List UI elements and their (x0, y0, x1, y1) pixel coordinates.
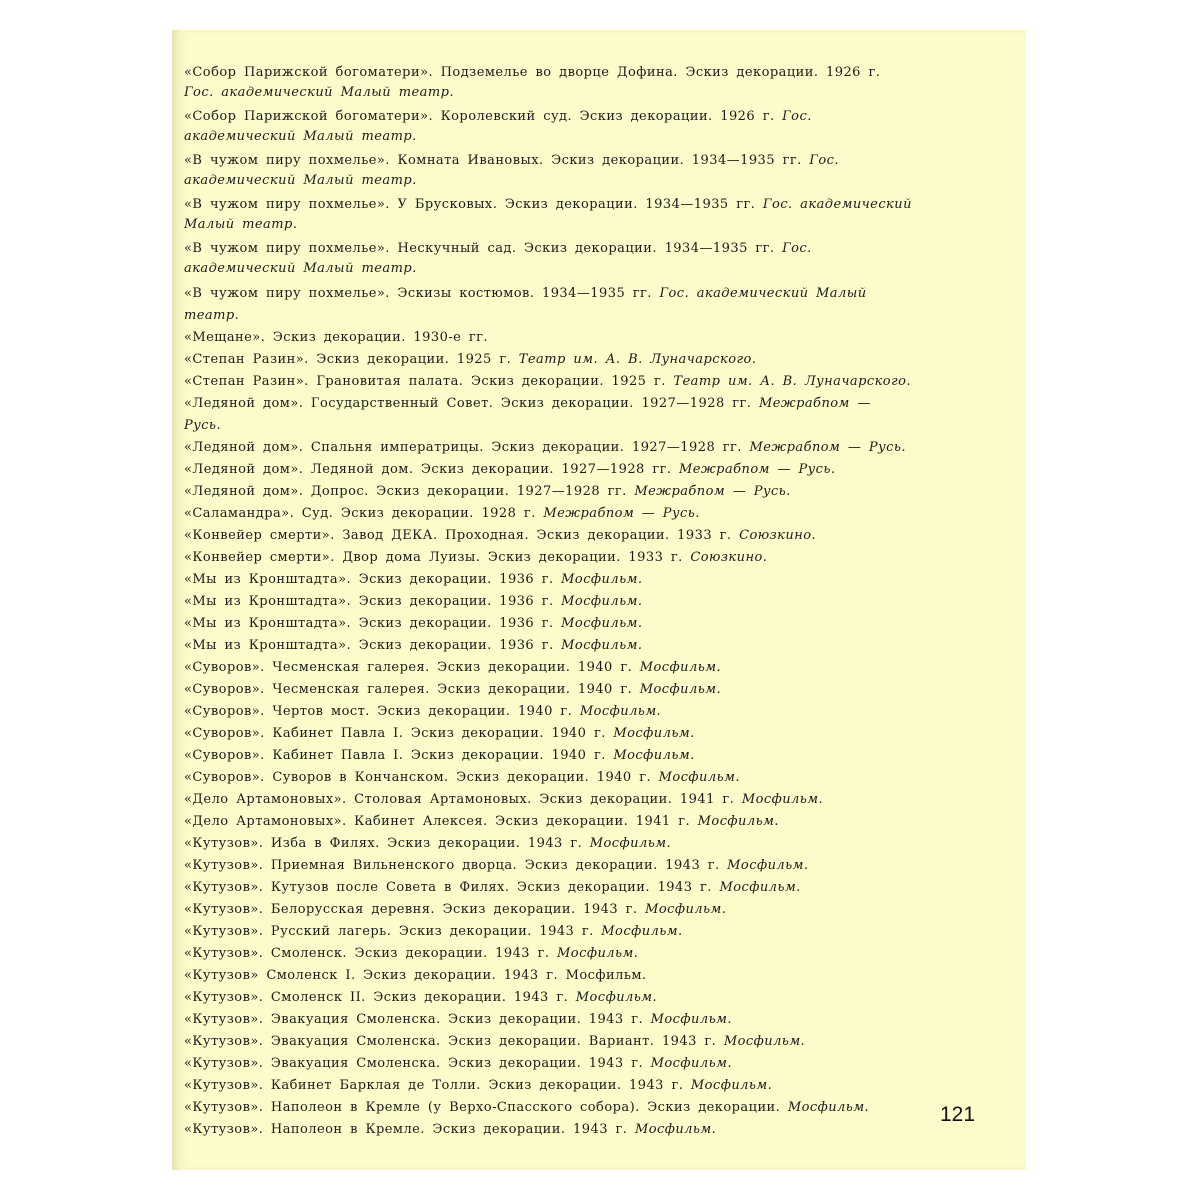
source-name: Межрабпом — Русь. (679, 462, 836, 477)
list-item: «Ледяной дом». Ледяной дом. Эскиз декорации. 1927—1928 гг. Межрабпом — Русь. (184, 462, 836, 477)
source-name: Союзкино. (739, 528, 817, 543)
source-name: Мосфильм. (589, 836, 672, 851)
list-item: «Мы из Кронштадта». Эскиз декорации. 1936 г. Мосфильм. (184, 572, 643, 587)
source-name: Гос. академический Малый театр. (184, 241, 812, 276)
source-name: Мосфильм. (561, 572, 643, 587)
list-item: «Кутузов». Смоленск II. Эскиз декорации. 1943 г. Мосфильм. (184, 990, 658, 1005)
list-item: «Саламандра». Суд. Эскиз декорации. 1928 г. Межрабпом — Русь. (184, 506, 700, 521)
list-item: «Степан Разин». Эскиз декорации. 1925 г. Театр им. А. В. Луначарского. (184, 352, 757, 367)
source-name: Мосфильм. (639, 682, 722, 697)
list-item: «Суворов». Кабинет Павла I. Эскиз декорации. 1940 г. Мосфильм. (184, 748, 695, 763)
list-item: «Мещане». Эскиз декорации. 1930-е гг. (184, 330, 488, 345)
list-item: «Суворов». Чесменская галерея. Эскиз декорации. 1940 г. Мосфильм. (184, 660, 722, 675)
list-item: «Кутузов». Эвакуация Смоленска. Эскиз декорации. 1943 г. Мосфильм. (184, 1056, 732, 1071)
list-item: «Мы из Кронштадта». Эскиз декорации. 1936 г. Мосфильм. (184, 638, 643, 653)
list-item: «Кутузов» Смоленск I. Эскиз декорации. 1943 г. Мосфильм. (184, 968, 647, 983)
source-name: Гос. академический Малый театр. (184, 85, 454, 100)
source-name: Гос. академический Малый театр. (184, 109, 812, 144)
list-item: «Суворов». Чесменская галерея. Эскиз декорации. 1940 г. Мосфильм. (184, 682, 722, 697)
source-name: Межрабпом — Русь. (543, 506, 700, 521)
list-item: «Мы из Кронштадта». Эскиз декорации. 1936 г. Мосфильм. (184, 616, 643, 631)
list-item: «Ледяной дом». Допрос. Эскиз декорации. 1927—1928 гг. Межрабпом — Русь. (184, 484, 791, 499)
list-item: «Кутузов». Белорусская деревня. Эскиз декорации. 1943 г. Мосфильм. (184, 902, 727, 917)
list-item: «Дело Артамоновых». Столовая Артамоновых. Эскиз декорации. 1941 г. Мосфильм. (184, 792, 824, 807)
list-item: «В чужом пиру похмелье». Нескучный сад. Эскиз декорации. 1934—1935 гг. Гос. академический Малый театр. (184, 241, 812, 276)
source-name: Театр им. А. В. Луначарского. (518, 352, 757, 367)
source-name: Мосфильм. (634, 1122, 717, 1137)
source-name: Мосфильм. (561, 594, 643, 609)
source-name: Мосфильм. (658, 770, 740, 785)
list-item: «Кутузов». Смоленск. Эскиз декорации. 1943 г. Мосфильм. (184, 946, 639, 961)
source-name: Мосфильм. (690, 1078, 773, 1093)
source-name: Гос. академический Малый театр. (184, 197, 912, 232)
list-item: «В чужом пиру похмелье». У Брусковых. Эскиз декорации. 1934—1935 гг. Гос. академический Малый театр. (184, 197, 912, 232)
source-name: Мосфильм. (650, 1056, 732, 1071)
list-item: «Кутузов». Приемная Вильненского дворца. Эскиз декорации. 1943 г. Мосфильм. (184, 858, 809, 873)
list-item: «Суворов». Чертов мост. Эскиз декорации. 1940 г. Мосфильм. (184, 704, 662, 719)
list-item: «Ледяной дом». Государственный Совет. Эскиз декорации. 1927—1928 гг. Межрабпом — Русь. (184, 396, 871, 433)
list-item: «Кутузов». Наполеон в Кремле (у Верхо-Спасского собора). Эскиз декорации. Мосфильм. (184, 1100, 870, 1115)
source-name: Мосфильм. (723, 1034, 806, 1049)
source-name: Мосфильм. (557, 946, 639, 961)
list-item: «Собор Парижской богоматери». Королевский суд. Эскиз декорации. 1926 г. Гос. академический Малый театр. (184, 109, 812, 144)
source-name: Мосфильм. (575, 990, 658, 1005)
source-name: Гос. академический Малый театр. (184, 286, 867, 323)
list-item: «Суворов». Суворов в Кончанском. Эскиз декорации. 1940 г. Мосфильм. (184, 770, 740, 785)
source-name: Мосфильм. (719, 880, 801, 895)
list-item: «В чужом пиру похмелье». Эскизы костюмов. 1934—1935 гг. Гос. академический Малый театр. (184, 286, 867, 323)
list-item: «Кутузов». Кабинет Барклая де Толли. Эскиз декорации. 1943 г. Мосфильм. (184, 1078, 773, 1093)
source-name: Мосфильм. (645, 902, 727, 917)
source-name: Мосфильм. (741, 792, 824, 807)
source-name: Межрабпом — Русь. (184, 396, 871, 433)
list-item: «Кутузов». Эвакуация Смоленска. Эскиз декорации. 1943 г. Мосфильм. (184, 1012, 732, 1027)
list-item: «В чужом пиру похмелье». Комната Ивановых. Эскиз декорации. 1934—1935 гг. Гос. академический Малый театр. (184, 153, 839, 188)
list-item: «Дело Артамоновых». Кабинет Алексея. Эскиз декорации. 1941 г. Мосфильм. (184, 814, 779, 829)
source-name: Мосфильм. (697, 814, 779, 829)
source-name: Мосфильм. (613, 726, 695, 741)
source-name: Мосфильм. (579, 704, 662, 719)
source-name: Межрабпом — Русь. (634, 484, 791, 499)
list-item: «Степан Разин». Грановитая палата. Эскиз декорации. 1925 г. Театр им. А. В. Луначарского. (184, 374, 911, 389)
source-name: Мосфильм. (561, 638, 643, 653)
source-name: Театр им. А. В. Луначарского. (673, 374, 911, 389)
source-name: Союзкино. (690, 550, 768, 565)
source-name: Межрабпом — Русь. (749, 440, 906, 455)
source-name: Гос. академический Малый театр. (184, 153, 839, 188)
source-name: Мосфильм. (787, 1100, 870, 1115)
source-name: Мосфильм. (613, 748, 695, 763)
list-item: «Кутузов». Изба в Филях. Эскиз декорации. 1943 г. Мосфильм. (184, 836, 672, 851)
list-item: «Мы из Кронштадта». Эскиз декорации. 1936 г. Мосфильм. (184, 594, 643, 609)
page-number: 121 (940, 1103, 976, 1126)
list-item: «Собор Парижской богоматери». Подземелье во дворце Дофина. Эскиз декорации. 1926 г. Гос. академический Малый театр. (184, 65, 881, 100)
list-item: «Конвейер смерти». Двор дома Луизы. Эскиз декорации. 1933 г. Союзкино. (184, 550, 768, 565)
source-name: Мосфильм. (639, 660, 722, 675)
source-name: Мосфильм. (727, 858, 809, 873)
list-item: «Конвейер смерти». Завод ДЕКА. Проходная. Эскиз декорации. 1933 г. Союзкино. (184, 528, 817, 543)
list-item: «Кутузов». Кутузов после Совета в Филях. Эскиз декорации. 1943 г. Мосфильм. (184, 880, 801, 895)
source-name: Мосфильм. (601, 924, 683, 939)
list-item: «Кутузов». Эвакуация Смоленска. Эскиз декорации. Вариант. 1943 г. Мосфильм. (184, 1034, 806, 1049)
list-item: «Кутузов». Русский лагерь. Эскиз декорации. 1943 г. Мосфильм. (184, 924, 683, 939)
source-name: Мосфильм. (650, 1012, 732, 1027)
illustration-list (184, 63, 914, 1141)
list-item: «Кутузов». Наполеон в Кремле. Эскиз декорации. 1943 г. Мосфильм. (184, 1122, 717, 1137)
list-item: «Суворов». Кабинет Павла I. Эскиз декорации. 1940 г. Мосфильм. (184, 726, 695, 741)
list-item: «Ледяной дом». Спальня императрицы. Эскиз декорации. 1927—1928 гг. Межрабпом — Русь. (184, 440, 906, 455)
source-name: Мосфильм. (561, 616, 643, 631)
